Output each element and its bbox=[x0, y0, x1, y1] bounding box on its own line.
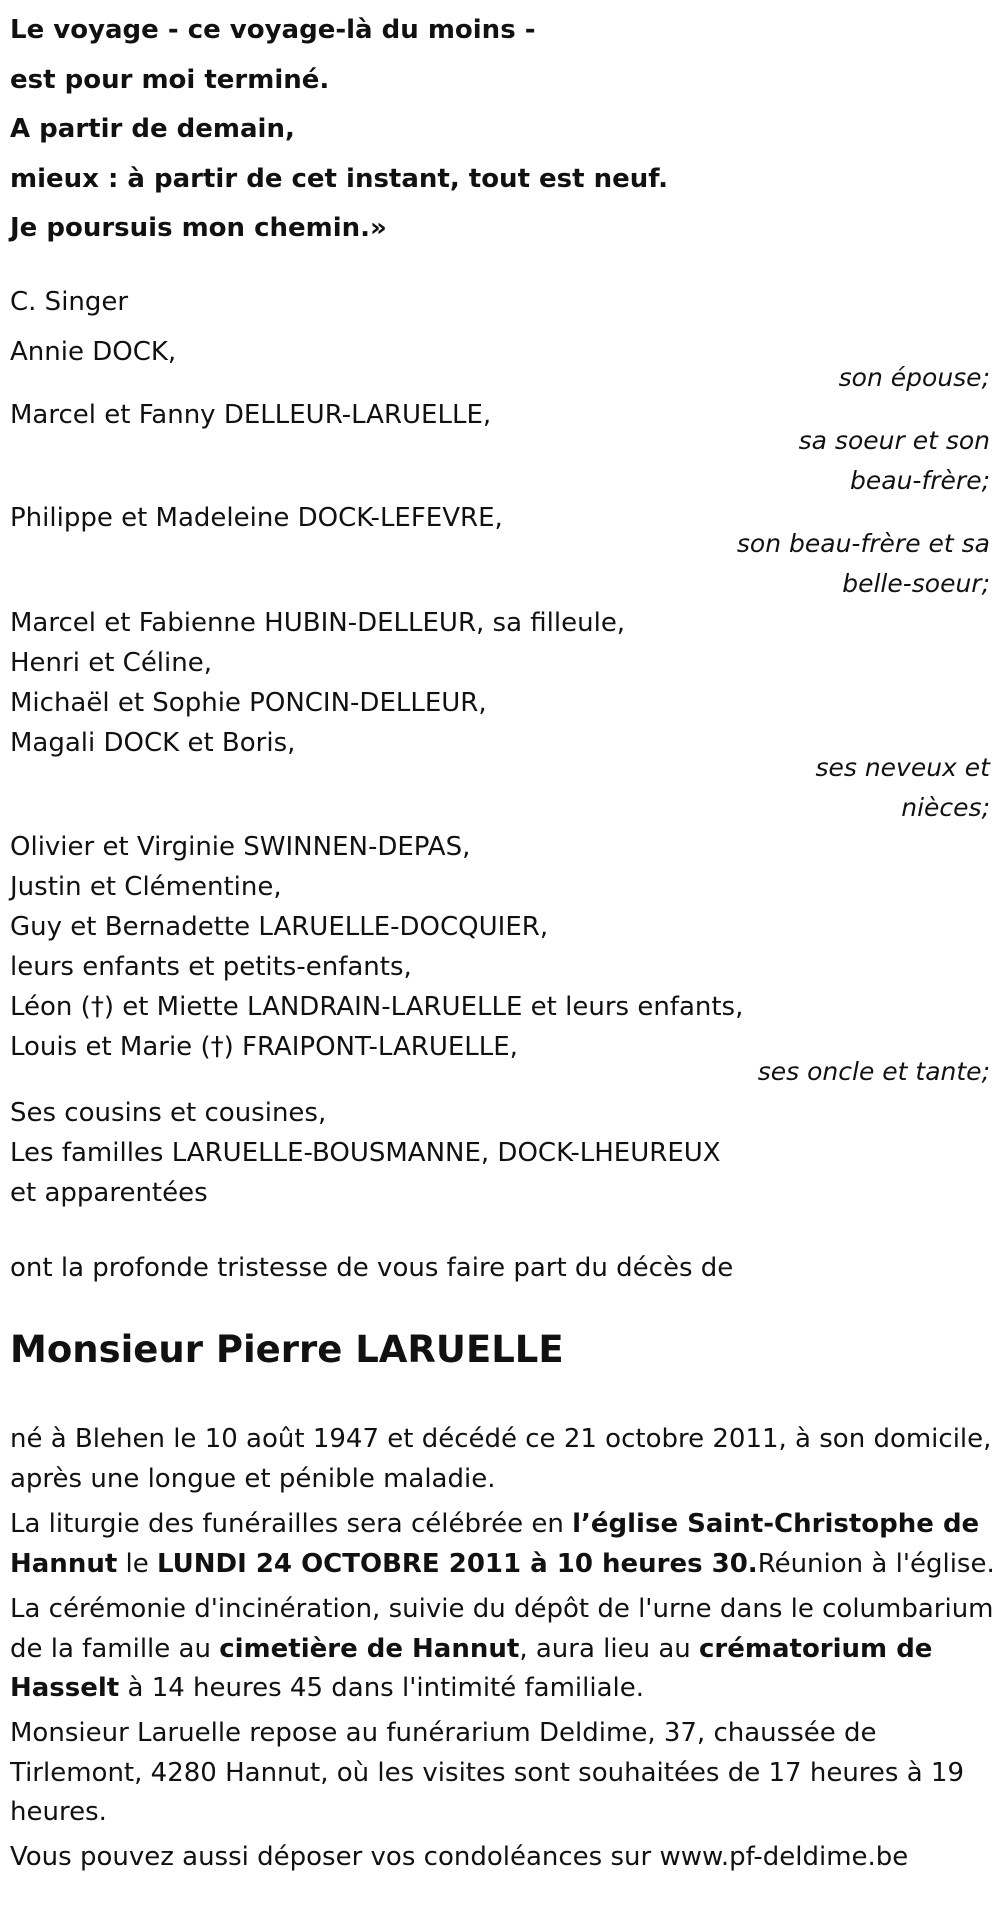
nephews-relation-line-1: ses neveux et bbox=[815, 753, 990, 782]
inlaws-name: Philippe et Madeleine DOCK-LEFEVRE, bbox=[10, 503, 503, 533]
cousins-list bbox=[10, 1093, 721, 1213]
poem-line: mieux : à partir de cet instant, tout est neuf. bbox=[10, 163, 669, 194]
list-item: Justin et Clémentine, bbox=[10, 872, 282, 902]
deceased-name: Monsieur Pierre LARUELLE bbox=[10, 1328, 564, 1371]
list-item: Léon (†) et Miette LANDRAIN-LARUELLE et leurs enfants, bbox=[10, 992, 744, 1022]
birth-paragraph bbox=[10, 1420, 995, 1499]
list-item: Magali DOCK et Boris, bbox=[10, 728, 296, 758]
poem-line: Je poursuis mon chemin.» bbox=[10, 213, 387, 243]
list-item: Olivier et Virginie SWINNEN-DEPAS, bbox=[10, 832, 471, 862]
cemetery-name: cimetière de Hannut bbox=[219, 1633, 520, 1664]
cremation-mid: , aura lieu au bbox=[519, 1633, 700, 1664]
liturgy-post: Réunion à l'église. bbox=[757, 1548, 995, 1579]
announcement-text: ont la profonde tristesse de vous faire part du décès de bbox=[10, 1253, 734, 1283]
condolences-text: Vous pouvez aussi déposer vos condoléances sur www.pf-deldime.be bbox=[10, 1842, 909, 1872]
birth-text: né à Blehen le 10 août 1947 et décédé ce 21 octobre 2011, à son domicile, après une longue et pénible maladie. bbox=[10, 1424, 992, 1494]
visit-text: Monsieur Laruelle repose au funérarium Deldime, 37, chaussée de Tirlemont, 4280 Hannut, où les visites sont souhaitées de 17 heures à 19 heures. bbox=[10, 1718, 965, 1827]
list-item: Louis et Marie (†) FRAIPONT-LARUELLE, bbox=[10, 1032, 518, 1062]
poem bbox=[10, 6, 668, 254]
crematorium-name: crématorium de Hasselt bbox=[10, 1633, 933, 1703]
list-item: leurs enfants et petits-enfants, bbox=[10, 952, 412, 982]
cremation-paragraph bbox=[10, 1590, 995, 1709]
list-item: Marcel et Fabienne HUBIN-DELLEUR, sa filleule, bbox=[10, 608, 626, 638]
poem-line: A partir de demain, bbox=[10, 114, 295, 144]
uncles-relation: ses oncle et tante; bbox=[757, 1057, 990, 1086]
inlaws-relation-line-2: belle-soeur; bbox=[842, 569, 990, 598]
church-name: l’église Saint-Christophe de Hannut bbox=[10, 1509, 980, 1579]
visit-paragraph bbox=[10, 1714, 995, 1833]
liturgy-mid: le bbox=[117, 1548, 158, 1579]
liturgy-pre: La liturgie des funérailles sera célébrée en bbox=[10, 1509, 573, 1539]
list-item: Michaël et Sophie PONCIN-DELLEUR, bbox=[10, 688, 487, 718]
poem-line: est pour moi terminé. bbox=[10, 64, 330, 95]
spouse-name: Annie DOCK, bbox=[10, 337, 177, 367]
nephews-list bbox=[10, 603, 625, 763]
inlaws-relation-line-1: son beau-frère et sa bbox=[736, 529, 990, 558]
condolences-paragraph bbox=[10, 1838, 995, 1878]
liturgy-paragraph bbox=[10, 1505, 995, 1584]
list-item: Les familles LARUELLE-BOUSMANNE, DOCK-LHEUREUX bbox=[10, 1138, 721, 1168]
list-item: Henri et Céline, bbox=[10, 648, 212, 678]
list-item: Ses cousins et cousines, bbox=[10, 1098, 327, 1128]
uncles-list bbox=[10, 827, 743, 1067]
sister-name: Marcel et Fanny DELLEUR-LARUELLE, bbox=[10, 400, 492, 430]
spouse-relation: son épouse; bbox=[838, 363, 990, 392]
sister-relation-line-1: sa soeur et son bbox=[798, 426, 990, 455]
funeral-date: LUNDI 24 OCTOBRE 2011 à 10 heures 30. bbox=[157, 1548, 758, 1579]
cremation-pre: La cérémonie d'incinération, suivie du dépôt de l'urne dans le columbarium de la famille au bbox=[10, 1594, 994, 1664]
cremation-post: à 14 heures 45 dans l'intimité familiale. bbox=[119, 1673, 644, 1703]
sister-relation-line-2: beau-frère; bbox=[850, 466, 990, 495]
nephews-relation-line-2: nièces; bbox=[901, 793, 990, 822]
poem-line: Le voyage - ce voyage-là du moins - bbox=[10, 15, 536, 45]
list-item: Guy et Bernadette LARUELLE-DOCQUIER, bbox=[10, 912, 549, 942]
poem-author: C. Singer bbox=[10, 287, 129, 317]
list-item: et apparentées bbox=[10, 1178, 208, 1208]
